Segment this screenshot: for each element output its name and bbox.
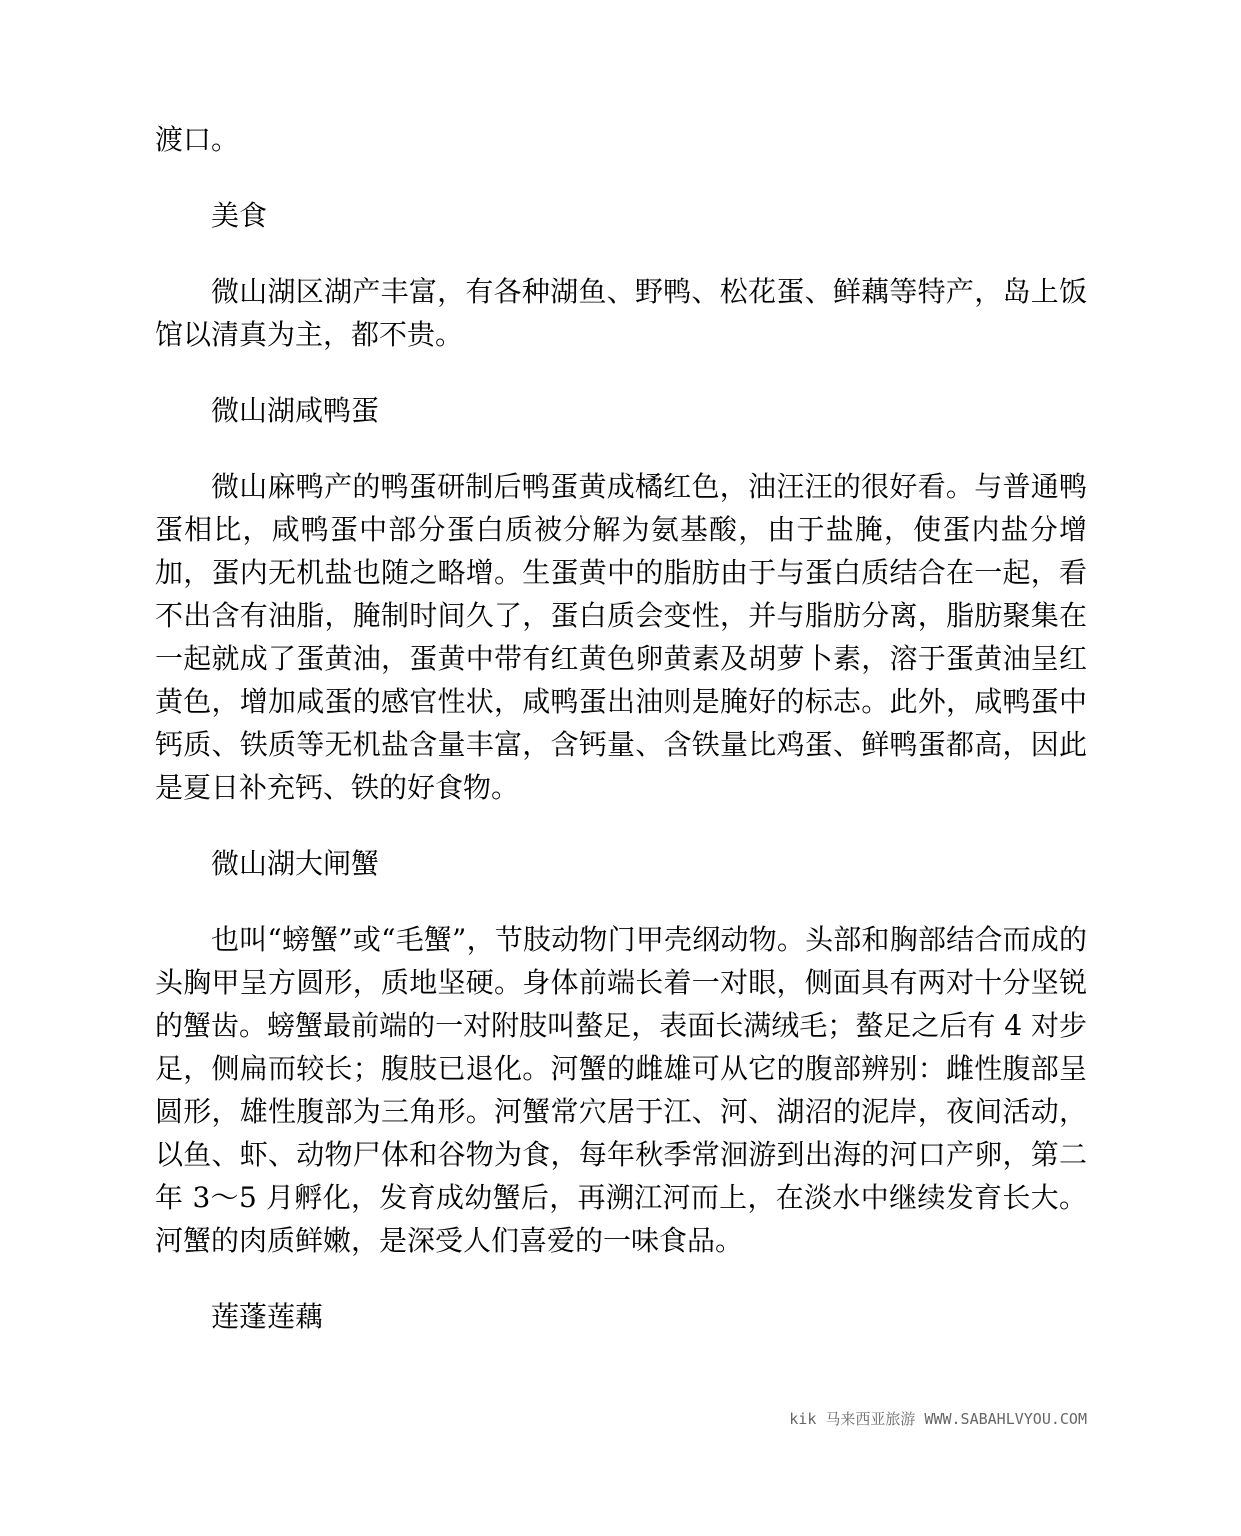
document-body xyxy=(155,118,1087,1371)
section-heading-salted-duck-egg: 微山湖咸鸭蛋 xyxy=(211,394,380,427)
section-heading-food: 美食 xyxy=(211,199,268,232)
paragraph-hairy-crab: 也叫“螃蟹”或“毛蟹”，节肢动物门甲壳纲动物。头部和胸部结合而成的头胸甲呈方圆形，质地坚硬。身体前端长着一对眼，侧面具有两对十分坚锐的蟹齿。螃蟹最前端的一对附肢叫螯足，表面长满绒毛；螯足之后有 4 对步足，侧扁而较长；腹肢已退化。河蟹的雌雄可从它的腹部辨别：雌性腹部呈圆形，雄性腹部为三角形。河蟹常穴居于江、河、湖沼的泥岸，夜间活动，以鱼、虾、动物尸体和谷物为食，每年秋季常洄游到出海的河口产卵，第二年 3～5 月孵化，发育成幼蟹后，再溯江河而上，在淡水中继续发育长大。河蟹的肉质鲜嫩，是深受人们喜爱的一味食品。 xyxy=(155,923,1087,1257)
section-heading-hairy-crab: 微山湖大闸蟹 xyxy=(211,847,380,880)
paragraph-food-intro: 微山湖区湖产丰富，有各种湖鱼、野鸭、松花蛋、鲜藕等特产，岛上饭馆以清真为主，都不贵。 xyxy=(155,275,1087,351)
paragraph-continuation: 渡口。 xyxy=(155,123,240,156)
paragraph-salted-duck-egg: 微山麻鸭产的鸭蛋研制后鸭蛋黄成橘红色，油汪汪的很好看。与普通鸭蛋相比，咸鸭蛋中部分蛋白质被分解为氨基酸，由于盐腌，使蛋内盐分增加，蛋内无机盐也随之略增。生蛋黄中的脂肪由于与蛋白质结合在一起，看不出含有油脂，腌制时间久了，蛋白质会变性，并与脂肪分离，脂肪聚集在一起就成了蛋黄油，蛋黄中带有红黄色卵黄素及胡萝卜素，溶于蛋黄油呈红黄色，增加咸蛋的感官性状，咸鸭蛋出油则是腌好的标志。此外，咸鸭蛋中钙质、铁质等无机盐含量丰富，含钙量、含铁量比鸡蛋、鲜鸭蛋都高，因此是夏日补充钙、铁的好食物。 xyxy=(155,470,1087,804)
page-footer: kik 马来西亚旅游 WWW.SABAHLVYOU.COM xyxy=(789,1410,1087,1428)
section-heading-lotus: 莲蓬莲藕 xyxy=(211,1300,324,1333)
